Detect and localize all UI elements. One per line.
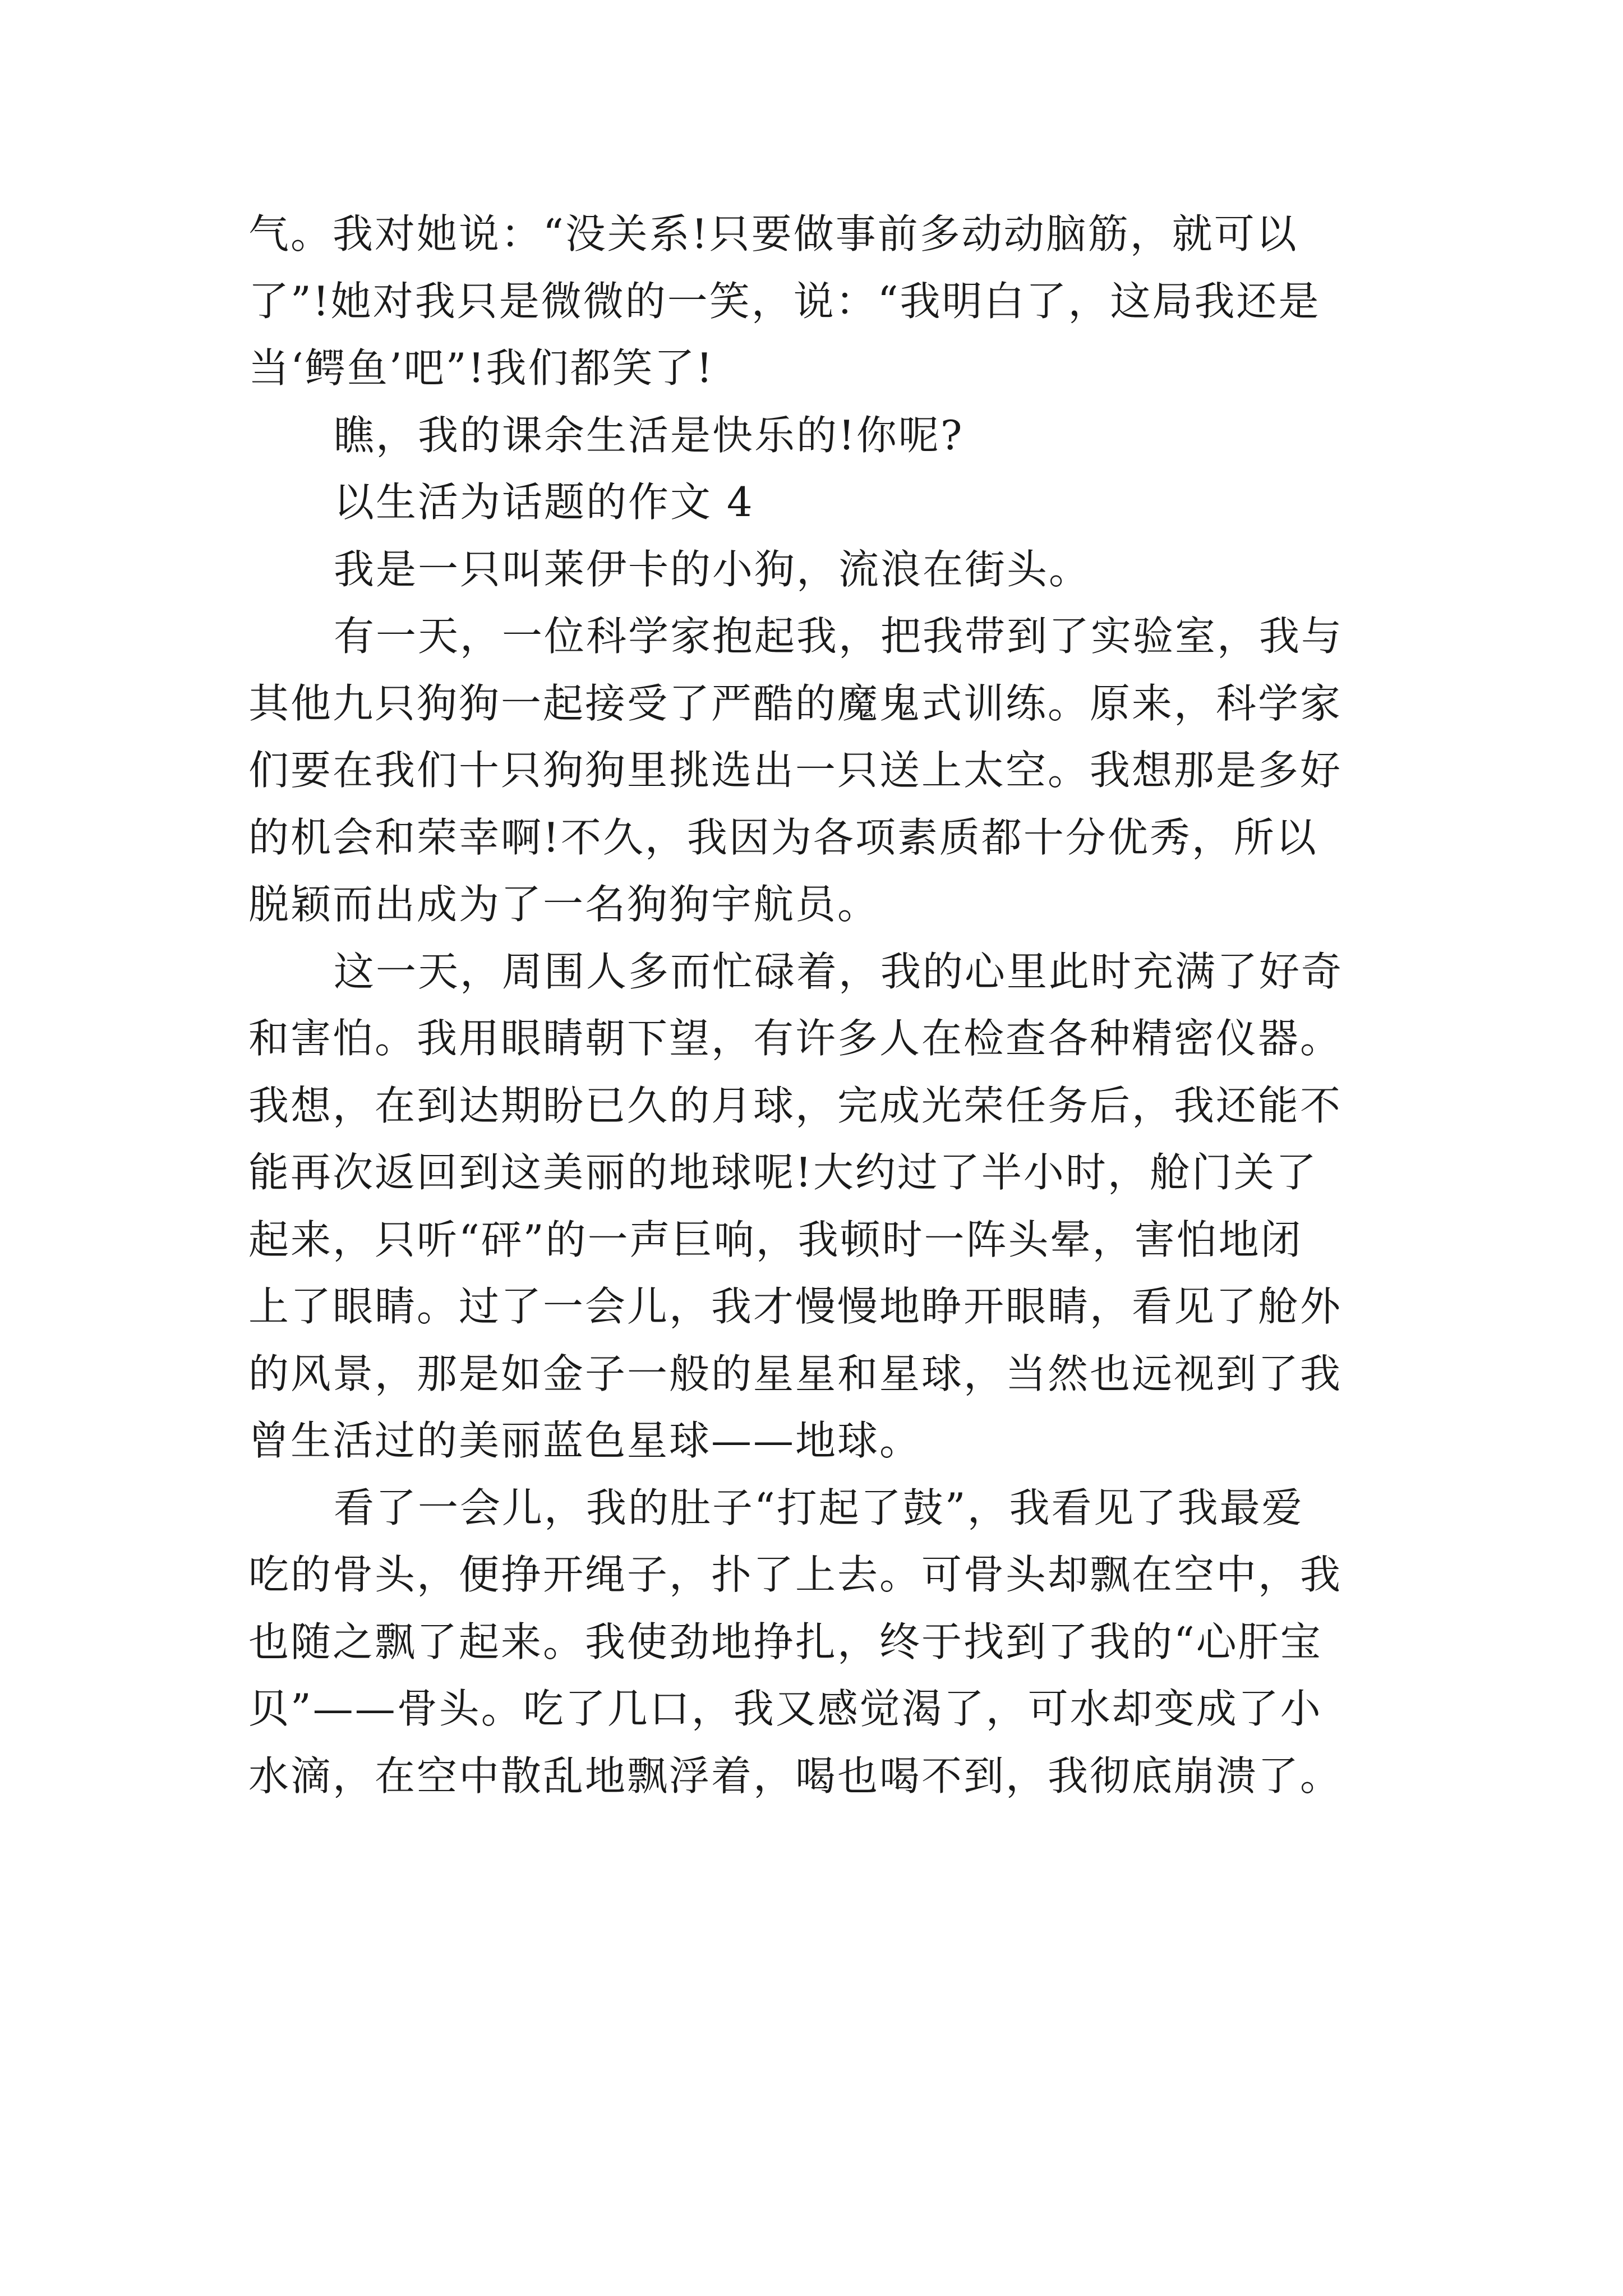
text-line: 也随之飘了起来。我使劲地挣扎，终于找到了我的“心肝宝 <box>248 1618 1322 1665</box>
text-line: 和害怕。我用眼睛朝下望，有许多人在检查各种精密仪器。 <box>248 1015 1343 1062</box>
text-line: 的机会和荣幸啊!不久，我因为各项素质都十分优秀，所以 <box>248 813 1318 861</box>
paragraph-7 <box>248 1475 1393 1810</box>
text-line: 我是一只叫莱伊卡的小狗，流浪在街头。 <box>334 545 1091 593</box>
text-line: 我想，在到达期盼已久的月球，完成光荣任务后，我还能不 <box>248 1082 1343 1129</box>
text-line: 起来，只听“砰”的一声巨响，我顿时一阵头晕，害怕地闭 <box>248 1216 1303 1263</box>
text-line: 吃的骨头，便挣开绳子，扑了上去。可骨头却飘在空中，我 <box>248 1551 1343 1598</box>
text-line: 瞧，我的课余生活是快乐的!你呢? <box>334 411 964 459</box>
paragraph-2 <box>248 402 1393 470</box>
text-line: 水滴，在空中散乱地飘浮着，喝也喝不到，我彻底崩溃了。 <box>248 1752 1343 1800</box>
text-line: 有一天，一位科学家抱起我，把我带到了实验室，我与 <box>334 613 1344 660</box>
text-line: 曾生活过的美丽蓝色星球——地球。 <box>248 1417 922 1464</box>
text-line: 其他九只狗狗一起接受了严酷的魔鬼式训练。原来，科学家 <box>248 679 1343 727</box>
text-line: 了”!她对我只是微微的一笑，说：“我明白了，这局我还是 <box>248 277 1321 325</box>
essay-heading <box>248 469 1393 536</box>
text-line: 脱颖而出成为了一名狗狗宇航员。 <box>248 881 880 928</box>
text-line: 当‘鳄鱼’吧”!我们都笑了! <box>248 344 714 392</box>
text-line: 贝”——骨头。吃了几口，我又感觉渴了，可水却变成了小 <box>248 1685 1322 1732</box>
text-line: 上了眼睛。过了一会儿，我才慢慢地睁开眼睛，看见了舱外 <box>248 1283 1343 1330</box>
paragraph-1 <box>248 201 1393 402</box>
text-line: 这一天，周围人多而忙碌着，我的心里此时充满了好奇 <box>334 947 1344 995</box>
essay-title: 以生活为话题的作文 4 <box>334 478 754 526</box>
text-line: 气。我对她说：“没关系!只要做事前多动动脑筋，就可以 <box>248 210 1298 257</box>
paragraph-6 <box>248 938 1393 1475</box>
text-line: 们要在我们十只狗狗里挑选出一只送上太空。我想那是多好 <box>248 747 1343 794</box>
paragraph-4 <box>248 536 1393 604</box>
text-line: 能再次返回到这美丽的地球呢!大约过了半小时，舱门关了 <box>248 1149 1318 1196</box>
document-body <box>248 201 1393 1810</box>
text-line: 看了一会儿，我的肚子“打起了鼓”，我看见了我最爱 <box>334 1484 1304 1531</box>
text-line: 的风景，那是如金子一般的星星和星球，当然也远视到了我 <box>248 1350 1343 1397</box>
paragraph-5 <box>248 603 1393 938</box>
